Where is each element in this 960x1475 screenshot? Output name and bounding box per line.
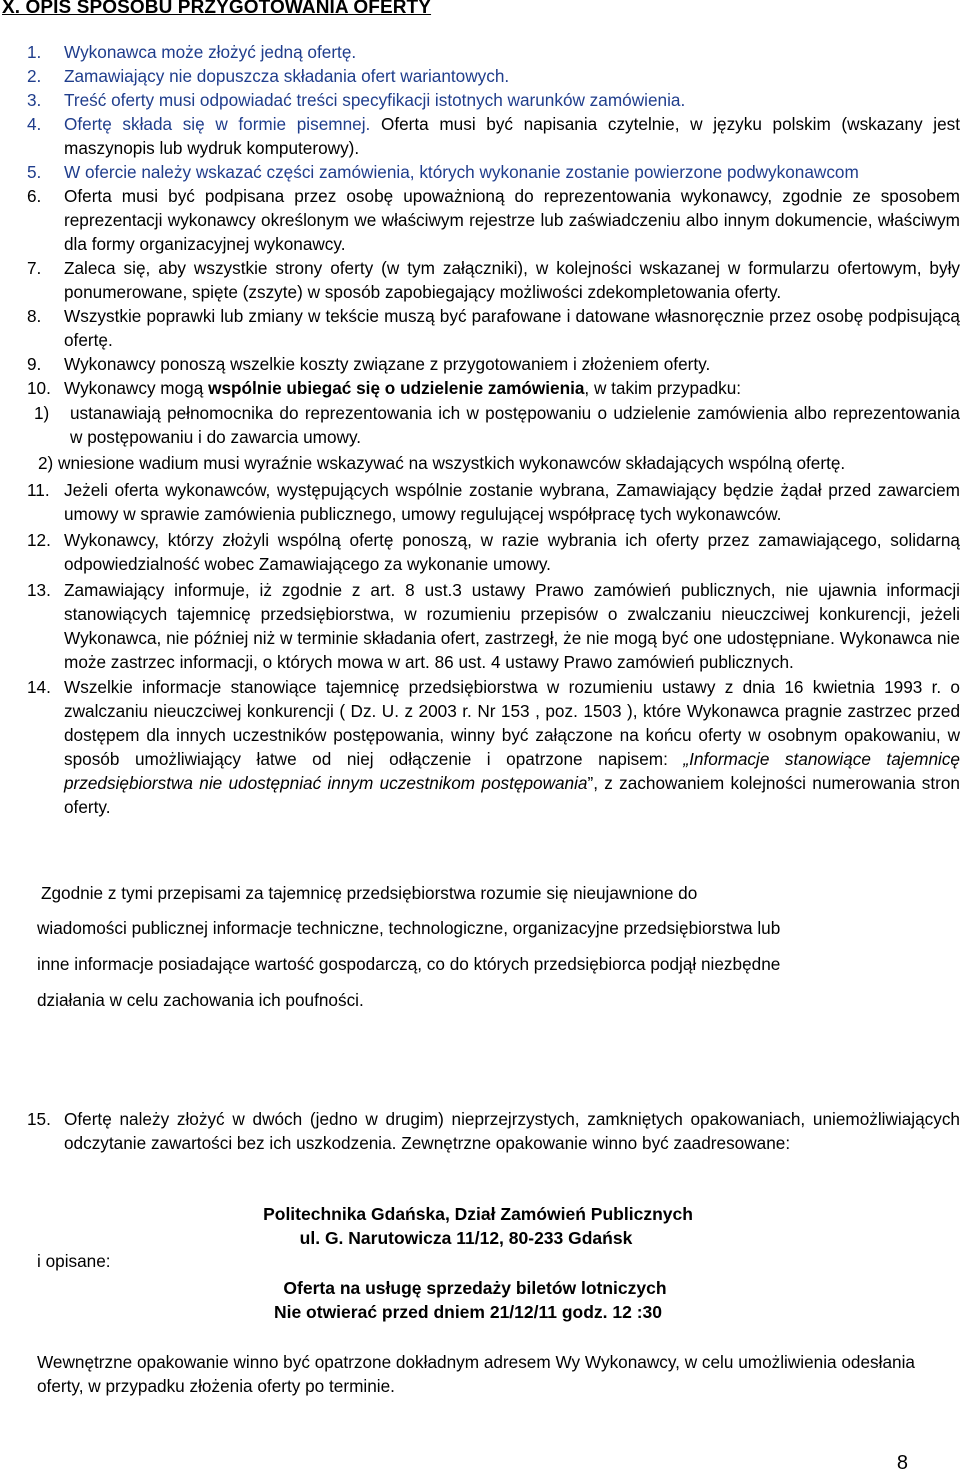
item-text-italic: „Informacje stanowiące tajemnicę przedsiębiorstwa nie udostępniać innym uczestnikom postępowania: [64, 749, 960, 793]
item-number: 13.: [27, 580, 51, 600]
list-item: [0, 88, 960, 112]
paragraph-line: inne informacje posiadające wartość gospodarczą, co do których przedsiębiorca podjął niezbędne: [37, 954, 781, 974]
list-item: [0, 256, 960, 304]
paragraph-line: Zgodnie z tymi przepisami za tajemnicę przedsiębiorstwa rozumie się nieujawnione do: [41, 883, 698, 903]
item-text: Wszelkie informacje stanowiące tajemnicę przedsiębiorstwa w rozumieniu ustawy z dnia 16 kwietnia 1993 r. o zwalczaniu nieuczciwej konkurencji ( Dz. U. z 2003 r. Nr 153 , poz. 1503 ), które Wykonawca pragnie zastrzec przed dostępem dla innych uczestników postępowania, winny być załączone na końcu oferty w osobnym opakowaniu, w sposób umożliwiający łatwe od niej odłączenie i opatrzone napisem:: [64, 677, 960, 769]
item-text: Ofertę składa się w formie pisemnej.: [64, 114, 371, 134]
paragraph-line: wiadomości publicznej informacje techniczne, technologiczne, organizacyjne przedsiębiorstwa lub: [37, 918, 781, 938]
item-text: Wykonawcy mogą: [64, 378, 209, 398]
sub-item: [0, 401, 960, 449]
item-text: Oferta musi być podpisana przez osobę upoważnioną do reprezentowania wykonawcy, zgodnie ze sposobem reprezentacji wykonawcy określonym we właściwym rejestrze lub zaświadczeniu albo innym dokumencie, właściwym dla formy organizacyjnej wykonawcy.: [64, 186, 960, 254]
list-item: [0, 578, 960, 674]
list-item: [0, 40, 960, 64]
item-text: ”, z zachowaniem kolejności numerowania stron oferty.: [64, 773, 960, 817]
item-number: 2.: [27, 66, 42, 86]
page-number: 8: [896, 1452, 908, 1474]
list-item: [0, 304, 960, 352]
item-number: 1.: [27, 42, 42, 62]
item-text-bold: wspólnie ubiegać się o udzielenie zamówienia: [208, 378, 585, 398]
item-number: 5.: [27, 162, 42, 182]
item-number: 7.: [27, 258, 42, 278]
item-number: 14.: [27, 677, 51, 697]
list-item: [0, 1107, 960, 1155]
item-number: 6.: [27, 186, 42, 206]
list-item: [0, 528, 960, 576]
paragraph-line: działania w celu zachowania ich poufności.: [37, 990, 364, 1010]
item-text: Wykonawca może złożyć jedną ofertę.: [64, 42, 357, 62]
sub-item-text: ustanawiają pełnomocnika do reprezentowania ich w postępowaniu o udzielenie zamówienia albo reprezentowania w postępowaniu i do zawarcia umowy.: [70, 403, 960, 447]
item-text: Treść oferty musi odpowiadać treści specyfikacji istotnych warunków zamówienia.: [64, 90, 686, 110]
list-item: [0, 478, 960, 526]
inner-envelope-note: Wewnętrzne opakowanie winno być opatrzone dokładnym adresem Wy Wykonawcy, w celu umożliwienia odesłania oferty, w przypadku złożenia oferty po terminie.: [37, 1352, 915, 1396]
list-item-trade-secret: [0, 675, 960, 819]
sub-item-number: 1): [34, 403, 50, 423]
list-item: [0, 352, 960, 376]
item-text: Wykonawcy ponoszą wszelkie koszty związane z przygotowaniem i złożeniem oferty.: [64, 354, 711, 374]
item-number: 3.: [27, 90, 42, 110]
envelope-label-line: Oferta na usługę sprzedaży biletów lotniczych: [283, 1278, 667, 1298]
item-number: 11.: [27, 480, 50, 500]
item-text: Oferta musi być napisania czytelnie, w języku polskim (wskazany jest maszynopis lub wydruk komputerowy).: [64, 114, 960, 158]
item-number: 8.: [27, 306, 42, 326]
item-text: Ofertę należy złożyć w dwóch (jedno w drugim) nieprzejrzystych, zamkniętych opakowaniach, uniemożliwiających odczytanie zawartości bez ich uszkodzenia. Zewnętrzne opakowanie winno być zaadresowane:: [64, 1109, 960, 1153]
list-item: [0, 64, 960, 88]
envelope-label-line: Nie otwierać przed dniem 21/12/11 godz. 12 :30: [273, 1302, 663, 1322]
address-line: Politechnika Gdańska, Dział Zamówień Publicznych: [263, 1204, 693, 1224]
offer-preparation-list: [0, 40, 960, 819]
item-number: 10.: [27, 378, 51, 398]
item-text: , w takim przypadku:: [584, 378, 742, 398]
item-text: Wykonawcy, którzy złożyli wspólną ofertę ponoszą, w razie wybrania ich oferty przez zamawiającego, solidarną odpowiedzialność wobec Zamawiającego za wykonanie umowy.: [64, 530, 960, 574]
list-item: [0, 184, 960, 256]
item-text: Wszystkie poprawki lub zmiany w tekście muszą być parafowane i datowane własnoręcznie przez osobę podpisującą ofertę.: [64, 306, 960, 350]
item-text: Zaleca się, aby wszystkie strony oferty (w tym załączniki), w kolejności wskazanej w formularzu ofertowym, były ponumerowane, spięte (zszyte) w sposób zapobiegający możliwości zdekompletowania oferty.: [64, 258, 960, 302]
list-item-joint-bid: [0, 376, 960, 400]
item-number: 15.: [27, 1109, 51, 1129]
list-item: [0, 160, 960, 184]
item-text: Zamawiający nie dopuszcza składania ofert wariantowych.: [64, 66, 510, 86]
item-number: 4.: [27, 114, 42, 134]
item-text: W ofercie należy wskazać części zamówienia, których wykonanie zostanie powierzone podwykonawcom: [64, 162, 859, 182]
section-heading: X. OPIS SPOSOBU PRZYGOTOWANIA OFERTY: [2, 0, 432, 18]
item-text: Jeżeli oferta wykonawców, występujących wspólnie zostanie wybrana, Zamawiający będzie żądał przed zawarciem umowy w sprawie zamówienia publicznego, umowy regulującej współpracę tych wykonawców.: [64, 480, 960, 524]
sub-item-text: 2) wniesione wadium musi wyraźnie wskazywać na wszystkich wykonawców składających wspólną ofertę.: [38, 453, 846, 473]
item-number: 9.: [27, 354, 42, 374]
item-text: Zamawiający informuje, iż zgodnie z art. 8 ust.3 ustawy Prawo zamówień publicznych, nie ujawnia informacji stanowiących tajemnicę przedsiębiorstwa, w rozumieniu przepisów o zwalczaniu nieuczciwej konkurencji, jeżeli Wykonawca, nie później niż w terminie składania ofert, zastrzegł, że nie mogą być one udostępniane. Wykonawca nie może zastrzec informacji, o których mowa w art. 86 ust. 4 ustawy Prawo zamówień publicznych.: [64, 580, 960, 672]
label-opisane: i opisane:: [37, 1251, 111, 1271]
item-number: 12.: [27, 530, 51, 550]
address-line: ul. G. Narutowicza 11/12, 80-233 Gdańsk: [299, 1228, 633, 1248]
sub-item: [0, 451, 960, 475]
list-item: [0, 112, 960, 160]
